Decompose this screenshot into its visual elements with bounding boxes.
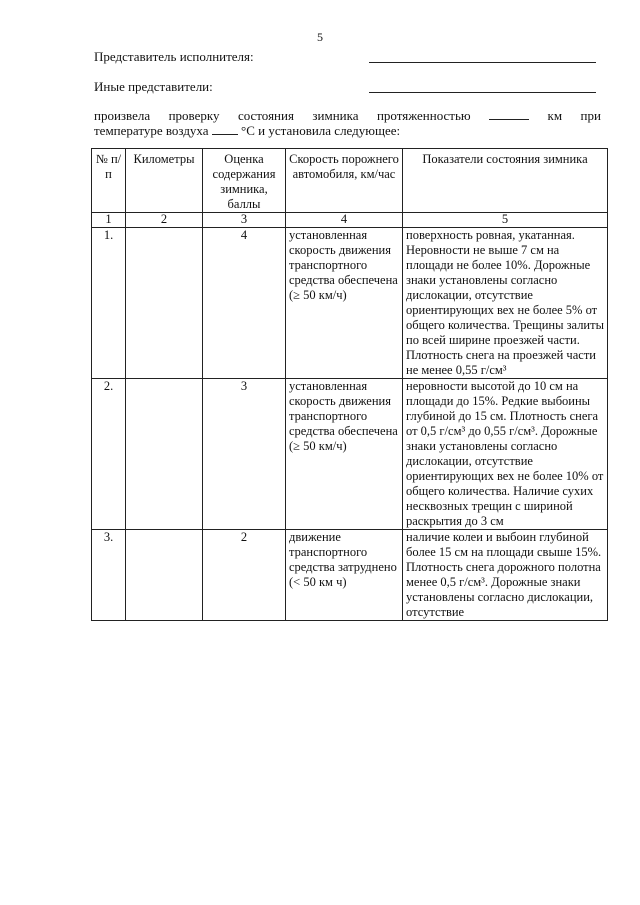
row-number: 3.	[92, 530, 126, 621]
paragraph-text: температуре воздуха	[94, 123, 209, 138]
winter-road-table	[91, 148, 608, 621]
table-row	[92, 228, 608, 379]
row-indicators: поверхность ровная, укатанная. Неровности не выше 7 см на площади не более 10%. Дорожные знаки установлены согласно дислокации, отсутствие ориентирующих вех не более 5% от общего количества. Трещины залиты по всей ширине проезжей части. Плотность снега на проезжей части не менее 0,55 г/см³	[403, 228, 608, 379]
paragraph-word: при	[580, 108, 601, 123]
row-number: 2.	[92, 379, 126, 530]
paragraph-line-2	[94, 123, 601, 138]
column-number: 3	[203, 213, 286, 228]
column-number: 5	[403, 213, 608, 228]
other-representatives-label: Иные представители:	[94, 79, 213, 94]
other-representatives-blank-line	[369, 92, 596, 93]
column-number: 1	[92, 213, 126, 228]
header-number: № п/п	[92, 149, 126, 213]
table-header-row	[92, 149, 608, 213]
length-unit: км	[547, 108, 563, 123]
row-kilometers	[126, 228, 203, 379]
paragraph-word: зимника	[312, 108, 359, 123]
representative-blank-line	[369, 62, 596, 63]
paragraph-word: состояния	[237, 108, 294, 123]
paragraph-word: протяженностью	[376, 108, 471, 123]
representative-label: Представитель исполнителя:	[94, 49, 254, 64]
paragraph-line-1	[94, 108, 601, 123]
paragraph-word: проверку	[168, 108, 220, 123]
column-number: 4	[286, 213, 403, 228]
table-row	[92, 530, 608, 621]
column-numbers-row	[92, 213, 608, 228]
header-speed: Скорость порожнего автомобиля, км/час	[286, 149, 403, 213]
row-kilometers	[126, 530, 203, 621]
row-score: 2	[203, 530, 286, 621]
row-indicators: неровности высотой до 10 см на площади до 15%. Редкие выбоины глубиной до 15 см. Плотность снега от 0,5 г/см³ до 0,55 г/см³. Дорожные знаки установлены согласно дислокации, отсутствие ориентирующих вех не более 10% от общего количества. Наличие сухих несквозных трещин с шириной раскрытия до 3 см	[403, 379, 608, 530]
row-number: 1.	[92, 228, 126, 379]
row-speed: установленная скорость движения транспортного средства обеспечена (≥ 50 км/ч)	[286, 228, 403, 379]
row-indicators: наличие колеи и выбоин глубиной более 15 см на площади свыше 15%. Плотность снега дорожного полотна менее 0,5 г/см³. Дорожные знаки установлены согласно дислокации, отсутствие	[403, 530, 608, 621]
row-speed: движение транспортного средства затруднено (< 50 км ч)	[286, 530, 403, 621]
page-number: 5	[317, 30, 323, 44]
row-score: 3	[203, 379, 286, 530]
paragraph-word: произвела	[94, 108, 151, 123]
header-kilometers: Километры	[126, 149, 203, 213]
row-kilometers	[126, 379, 203, 530]
row-speed: установленная скорость движения транспортного средства обеспечена (≥ 50 км/ч)	[286, 379, 403, 530]
inspection-paragraph	[94, 108, 601, 138]
length-blank	[489, 108, 529, 120]
table-row	[92, 379, 608, 530]
temperature-blank	[212, 123, 238, 135]
header-score: Оценка содержания зимника, баллы	[203, 149, 286, 213]
header-indicators: Показатели состояния зимника	[403, 149, 608, 213]
row-score: 4	[203, 228, 286, 379]
paragraph-text: °С и установила следующее:	[241, 123, 401, 138]
column-number: 2	[126, 213, 203, 228]
